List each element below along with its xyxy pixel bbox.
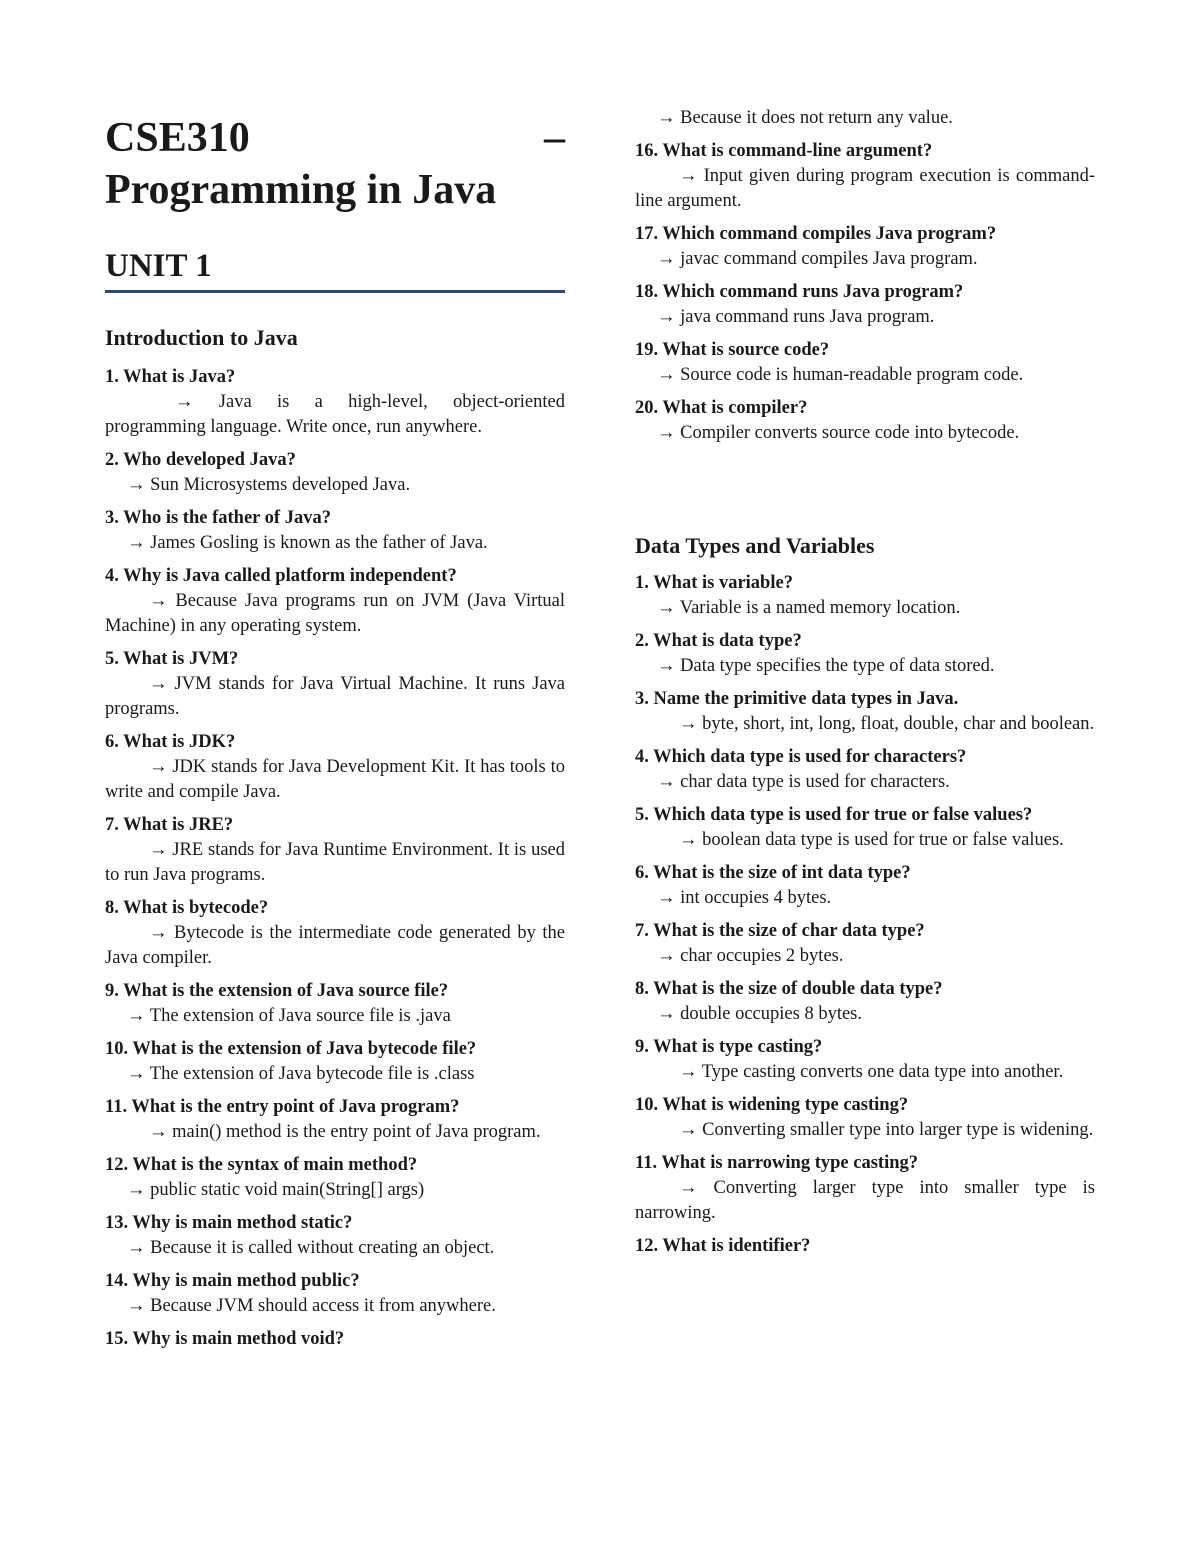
question-text: 8. What is bytecode?: [105, 898, 269, 918]
unit-divider: [105, 290, 565, 293]
answer-text: → public static void main(String[] args): [127, 1180, 425, 1200]
question-text: 9. What is the extension of Java source file?: [105, 981, 449, 1001]
qa-item: [105, 1268, 565, 1319]
qa-item: [635, 628, 1095, 679]
answer-text: → JDK stands for Java Development Kit. It has tools to write and compile Java.: [105, 757, 565, 802]
answer-text: → main() method is the entry point of Java program.: [149, 1122, 541, 1142]
qa-item: [635, 106, 1095, 131]
answer-text: → char occupies 2 bytes.: [657, 946, 844, 966]
qa-item: [105, 646, 565, 722]
qa-item: [635, 802, 1095, 853]
question-text: 17. Which command compiles Java program?: [635, 224, 997, 244]
question-text: 4. Which data type is used for characters?: [635, 747, 967, 767]
question-text: 11. What is the entry point of Java program?: [105, 1097, 460, 1117]
qa-item: [105, 1152, 565, 1203]
answer-text: → Because it is called without creating an object.: [127, 1238, 495, 1258]
answer-text: → int occupies 4 bytes.: [657, 888, 832, 908]
datatypes-qa-list: [635, 570, 1095, 1266]
answer-text: → Input given during program execution is command-line argument.: [635, 166, 1095, 211]
question-text: 6. What is JDK?: [105, 732, 236, 752]
qa-item: [635, 279, 1095, 330]
answer-text: → Sun Microsystems developed Java.: [127, 475, 411, 495]
answer-text: → Data type specifies the type of data stored.: [657, 656, 995, 676]
qa-item: [105, 729, 565, 805]
intro-qa-list: [105, 364, 565, 1359]
question-text: 16. What is command-line argument?: [635, 141, 933, 161]
qa-item: [635, 1150, 1095, 1226]
answer-text: → javac command compiles Java program.: [657, 249, 978, 269]
qa-item: [635, 337, 1095, 388]
answer-text: → The extension of Java source file is .java: [127, 1006, 451, 1026]
question-text: 3. Name the primitive data types in Java.: [635, 689, 959, 709]
question-text: 2. What is data type?: [635, 631, 802, 651]
qa-item: [635, 138, 1095, 214]
title-dash: –: [544, 115, 565, 161]
question-text: 12. What is identifier?: [635, 1236, 811, 1256]
answer-text: → char data type is used for characters.: [657, 772, 950, 792]
qa-item: [635, 1092, 1095, 1143]
answer-text: → byte, short, int, long, float, double, char and boolean.: [679, 714, 1095, 734]
qa-item: [105, 1036, 565, 1087]
section-title-intro: Introduction to Java: [105, 325, 298, 350]
question-text: 1. What is variable?: [635, 573, 793, 593]
question-text: 5. What is JVM?: [105, 649, 239, 669]
qa-item: [105, 1094, 565, 1145]
document-title: [105, 112, 565, 216]
answer-text: → Because JVM should access it from anywhere.: [127, 1296, 496, 1316]
qa-item: [635, 918, 1095, 969]
answer-text: → java command runs Java program.: [657, 307, 935, 327]
answer-text: → Converting smaller type into larger type is widening.: [679, 1120, 1094, 1140]
question-text: 7. What is JRE?: [105, 815, 234, 835]
question-text: 7. What is the size of char data type?: [635, 921, 925, 941]
answer-text: → Because Java programs run on JVM (Java Virtual Machine) in any operating system.: [105, 591, 565, 636]
question-text: 10. What is widening type casting?: [635, 1095, 909, 1115]
question-text: 8. What is the size of double data type?: [635, 979, 943, 999]
question-text: 3. Who is the father of Java?: [105, 508, 331, 528]
question-text: 5. Which data type is used for true or false values?: [635, 805, 1033, 825]
question-text: 19. What is source code?: [635, 340, 830, 360]
question-text: 14. Why is main method public?: [105, 1271, 360, 1291]
unit-heading: UNIT 1: [105, 248, 212, 284]
answer-text: → boolean data type is used for true or false values.: [679, 830, 1064, 850]
question-text: 4. Why is Java called platform independent?: [105, 566, 457, 586]
answer-text: → The extension of Java bytecode file is .class: [127, 1064, 475, 1084]
qa-item: [105, 505, 565, 556]
qa-item: [105, 563, 565, 639]
question-text: 13. Why is main method static?: [105, 1213, 353, 1233]
qa-item: [105, 895, 565, 971]
intro-qa-list-continued: [635, 106, 1095, 453]
qa-item: [635, 1233, 1095, 1259]
answer-text: → double occupies 8 bytes.: [657, 1004, 862, 1024]
answer-text: → JRE stands for Java Runtime Environment. It is used to run Java programs.: [105, 840, 565, 885]
answer-text: → Converting larger type into smaller type is narrowing.: [635, 1178, 1095, 1223]
qa-item: [105, 812, 565, 888]
qa-item: [105, 978, 565, 1029]
qa-item: [635, 395, 1095, 446]
question-text: 10. What is the extension of Java bytecode file?: [105, 1039, 477, 1059]
question-text: 1. What is Java?: [105, 367, 236, 387]
answer-text: → JVM stands for Java Virtual Machine. It runs Java programs.: [105, 674, 565, 719]
qa-item: [105, 1210, 565, 1261]
qa-item: [635, 686, 1095, 737]
answer-text: → James Gosling is known as the father of Java.: [127, 533, 488, 553]
qa-item: [635, 744, 1095, 795]
qa-item: [105, 447, 565, 498]
title-course-code: CSE310: [105, 115, 250, 161]
answer-text: → Because it does not return any value.: [657, 108, 953, 128]
qa-item: [105, 364, 565, 440]
question-text: 20. What is compiler?: [635, 398, 808, 418]
qa-item: [635, 221, 1095, 272]
answer-text: → Java is a high-level, object-oriented programming language. Write once, run anywhere.: [105, 392, 565, 437]
answer-text: → Compiler converts source code into bytecode.: [657, 423, 1020, 443]
question-text: 18. Which command runs Java program?: [635, 282, 964, 302]
qa-item: [635, 976, 1095, 1027]
question-text: 9. What is type casting?: [635, 1037, 823, 1057]
question-text: 6. What is the size of int data type?: [635, 863, 911, 883]
answer-text: → Source code is human-readable program code.: [657, 365, 1024, 385]
question-text: 12. What is the syntax of main method?: [105, 1155, 418, 1175]
question-text: 15. Why is main method void?: [105, 1329, 345, 1349]
title-course-name: Programming in Java: [105, 167, 497, 213]
question-text: 2. Who developed Java?: [105, 450, 296, 470]
section-title-datatypes: Data Types and Variables: [635, 533, 875, 558]
answer-text: → Type casting converts one data type into another.: [679, 1062, 1064, 1082]
answer-text: → Variable is a named memory location.: [657, 598, 961, 618]
qa-item: [105, 1326, 565, 1352]
qa-item: [635, 1034, 1095, 1085]
qa-item: [635, 570, 1095, 621]
question-text: 11. What is narrowing type casting?: [635, 1153, 919, 1173]
qa-item: [635, 860, 1095, 911]
answer-text: → Bytecode is the intermediate code generated by the Java compiler.: [105, 923, 565, 968]
